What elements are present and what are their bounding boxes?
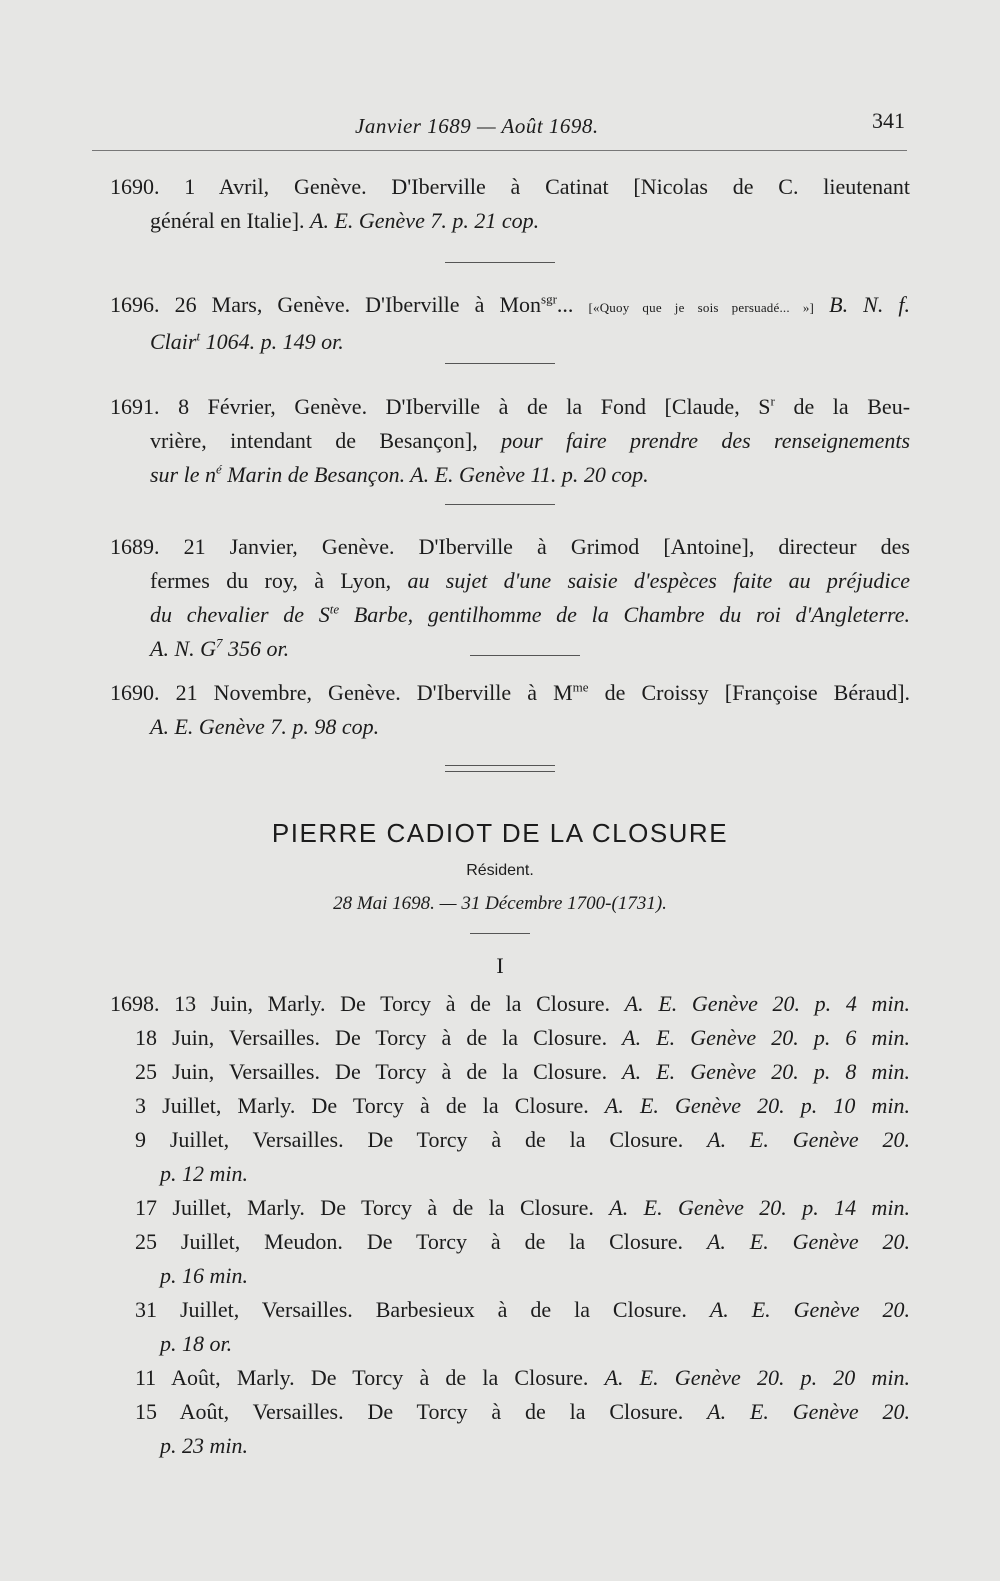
list-item <box>110 1225 910 1259</box>
archive-reference: A. E. Genève 20. <box>707 1127 911 1152</box>
header-rule <box>92 150 907 151</box>
section-dates: 28 Mai 1698. — 31 Décembre 1700-(1731). <box>333 893 667 914</box>
list-item <box>110 987 910 1021</box>
reference-continuation: p. 23 min. <box>160 1433 248 1458</box>
archive-reference: A. E. Genève 20. p. 4 min. <box>624 991 911 1016</box>
list-item <box>110 1123 910 1157</box>
archive-reference: A. E. Genève 20. p. 10 min. <box>604 1093 910 1118</box>
entry-line <box>110 564 910 598</box>
entry-1690-novembre <box>110 676 910 744</box>
superscript: me <box>572 679 589 695</box>
superscript: t <box>196 328 201 344</box>
entry-text: de Croissy [Françoise Béraud]. <box>604 680 911 705</box>
archive-reference: A. E. Genève 20. <box>707 1399 911 1424</box>
list-item <box>110 1191 910 1225</box>
letter-description: 18 Juin, Versailles. De Torcy à de la Closure. <box>135 1025 608 1050</box>
superscript: 7 <box>216 635 223 651</box>
entry-line: 1690. 1 Avril, Genève. D'Iberville à Catinat [Nicolas de C. lieutenant <box>110 174 910 199</box>
entry-text: fermes du roy, à Lyon, <box>150 568 392 593</box>
letter-description: 25 Juin, Versailles. De Torcy à de la Closure. <box>135 1059 608 1084</box>
incipit: [«Quoy que je sois persuadé... »] <box>588 300 815 315</box>
letters-list <box>110 987 910 1463</box>
entry-text: vrière, intendant de Besançon], <box>150 428 478 453</box>
entry-text: du chevalier de S <box>150 602 330 627</box>
list-item <box>110 1089 910 1123</box>
part-number: I <box>496 953 504 978</box>
entry-text: 1064. p. 149 or. <box>205 329 344 354</box>
letter-description: 31 Juillet, Versailles. Barbesieux à de la Closure. <box>135 1297 687 1322</box>
letter-description: 11 Août, Marly. De Torcy à de la Closure. <box>135 1365 589 1390</box>
archive-reference: A. E. Genève 20. p. 8 min. <box>622 1059 911 1084</box>
section-subtitle: Résident. <box>466 862 534 879</box>
entry-line <box>110 288 910 325</box>
separator-rule <box>470 655 580 656</box>
entry-1696-mars <box>110 288 910 359</box>
entry-line <box>110 204 910 238</box>
letter-description: 1698. 13 Juin, Marly. De Torcy à de la Closure. <box>110 991 611 1016</box>
entry-line <box>110 458 910 492</box>
archive-reference: A. E. Genève 20. <box>709 1297 910 1322</box>
entry-text: Marin de Besançon. A. E. Genève 11. p. 20 cop. <box>227 462 649 487</box>
running-title: Janvier 1689 — Août 1698. <box>355 114 599 138</box>
superscript: é <box>216 461 222 477</box>
archive-reference: A. E. Genève 20. p. 14 min. <box>609 1195 911 1220</box>
list-item <box>110 1361 910 1395</box>
entry-text: 1690. 21 Novembre, Genève. D'Iberville à M <box>110 680 573 705</box>
entry-text: 356 or. <box>228 636 290 661</box>
entry-line <box>110 598 910 632</box>
archive-reference: A. E. Genève 20. <box>706 1229 911 1254</box>
separator-rule <box>470 933 530 934</box>
entry-line <box>110 390 910 424</box>
entry-1690-avril <box>110 170 910 238</box>
entry-line <box>110 325 910 359</box>
entry-1691-fevrier <box>110 390 910 492</box>
entry-text: général en Italie]. <box>150 208 305 233</box>
letter-description: 9 Juillet, Versailles. De Torcy à de la Closure. <box>135 1127 684 1152</box>
section-title: PIERRE CADIOT DE LA CLOSURE <box>271 818 729 848</box>
entry-line <box>110 676 910 710</box>
archive-reference: A. E. Genève 20. p. 6 min. <box>622 1025 911 1050</box>
entry-text: au sujet d'une saisie d'espèces faite au préjudice <box>407 568 910 593</box>
superscript: sgr <box>541 291 557 307</box>
letter-description: 25 Juillet, Meudon. De Torcy à de la Closure. <box>135 1229 684 1254</box>
archive-reference: A. E. Genève 7. p. 98 cop. <box>150 714 380 739</box>
reference-continuation: p. 18 or. <box>160 1331 233 1356</box>
running-header <box>0 104 1000 144</box>
entry-text: 1691. 8 Février, Genève. D'Iberville à de la Fond [Claude, S <box>110 394 771 419</box>
superscript: r <box>770 393 775 409</box>
list-item <box>110 1021 910 1055</box>
entry-1689-janvier <box>110 530 910 666</box>
entry-line: 1689. 21 Janvier, Genève. D'Iberville à Grimod [Antoine], directeur des <box>110 534 910 559</box>
separator-rule <box>445 363 555 364</box>
separator-rule <box>445 504 555 505</box>
letter-description: 17 Juillet, Marly. De Torcy à de la Closure. <box>135 1195 594 1220</box>
entry-text: ... <box>556 292 574 317</box>
reference-continuation: p. 12 min. <box>160 1161 248 1186</box>
letter-description: 15 Août, Versailles. De Torcy à de la Closure. <box>135 1399 684 1424</box>
entry-text: sur le n <box>150 462 216 487</box>
archive-reference: B. N. f. <box>829 292 911 317</box>
archive-reference: A. E. Genève 7. p. 21 cop. <box>310 208 540 233</box>
entry-line <box>110 632 910 666</box>
double-separator-rule <box>445 765 555 772</box>
list-item <box>110 1055 910 1089</box>
list-item <box>110 1395 910 1429</box>
letter-description: 3 Juillet, Marly. De Torcy à de la Closure. <box>135 1093 589 1118</box>
entry-text: Clair <box>150 329 197 354</box>
entry-text: pour faire prendre des renseignements <box>501 428 911 453</box>
entry-text: 1696. 26 Mars, Genève. D'Iberville à Mon <box>110 292 542 317</box>
entry-text: Barbe, gentilhomme de la Chambre du roi d'Angleterre. <box>353 602 911 627</box>
archive-reference: A. E. Genève 20. p. 20 min. <box>604 1365 910 1390</box>
entry-line <box>110 424 910 458</box>
list-item <box>110 1293 910 1327</box>
superscript: te <box>329 601 340 617</box>
page-number: 341 <box>872 108 905 133</box>
entry-text: A. N. G <box>150 636 216 661</box>
entry-text: de la Beu- <box>793 394 911 419</box>
reference-continuation: p. 16 min. <box>160 1263 248 1288</box>
separator-rule <box>445 262 555 263</box>
